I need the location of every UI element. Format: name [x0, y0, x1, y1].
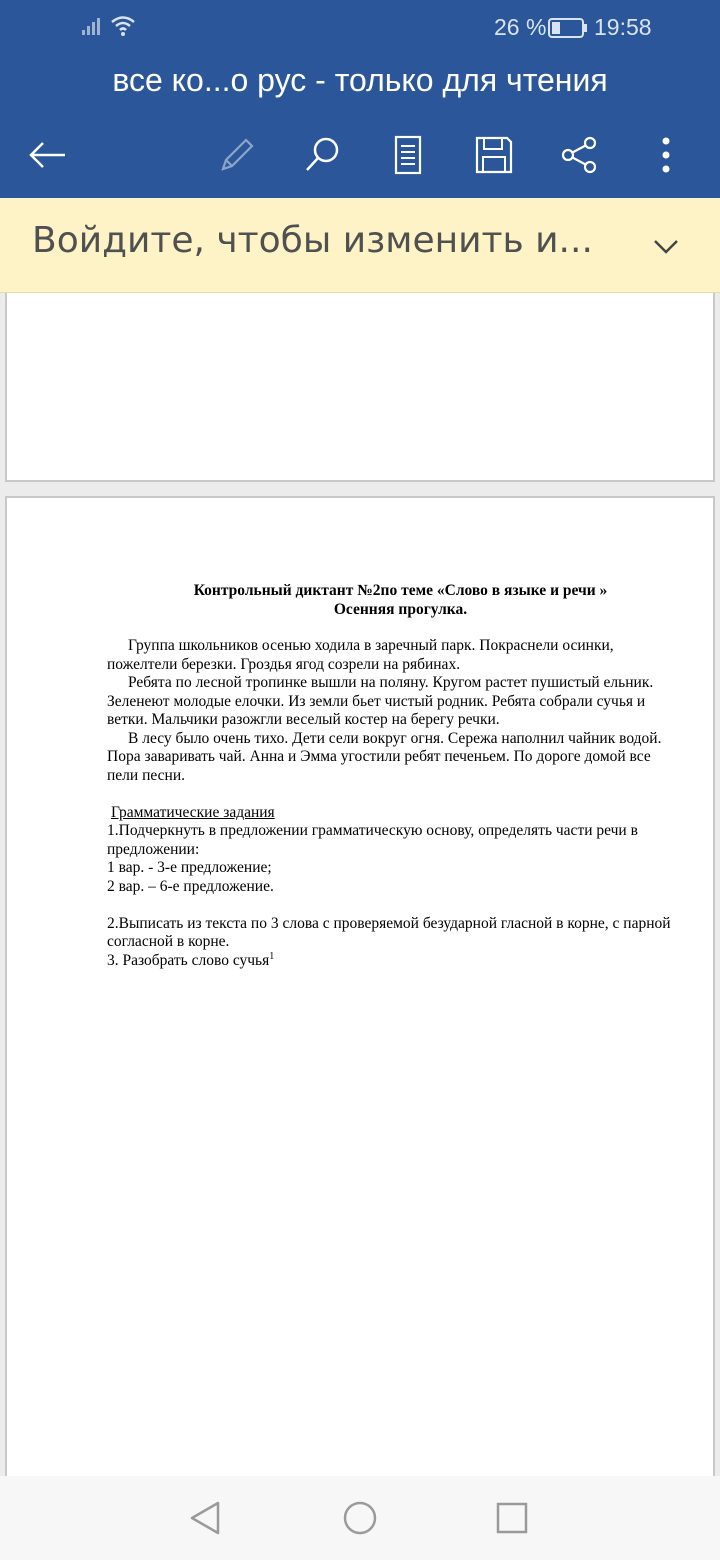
system-nav-bar	[0, 1476, 720, 1560]
document-title: все ко...о рус - только для чтения	[112, 62, 608, 98]
chevron-down-icon[interactable]	[648, 228, 684, 264]
paragraph-2: Ребята по лесной тропинке вышли на поляну. Кругом растет пушистый ельник. Зеленеют молодые елочки. Из земли бьет чистый родник. Ребята собрали сучья и ветки. Мальчики разожгли веселый костер на берегу речки.	[107, 674, 654, 728]
tasks-heading: Грамматические задания	[111, 803, 275, 821]
share-icon	[559, 135, 599, 175]
sign-in-banner-text: Войдите, чтобы изменить и...	[32, 220, 593, 261]
more-options-button[interactable]	[641, 130, 691, 180]
share-button[interactable]	[554, 130, 604, 180]
more-icon	[661, 135, 671, 175]
search-button[interactable]	[297, 130, 347, 180]
title-bar	[0, 56, 720, 112]
recents-square-icon[interactable]	[492, 1498, 532, 1538]
variant-1: 1 вар. - 3-е предложение;	[107, 859, 272, 876]
back-arrow-icon	[27, 140, 67, 170]
dictation-subheading: Осенняя прогулка.	[333, 600, 468, 618]
save-icon	[474, 135, 514, 175]
variant-2: 2 вар. – 6-е предложение.	[107, 877, 274, 895]
task-3	[107, 952, 672, 971]
pencil-icon	[217, 135, 257, 175]
back-triangle-icon[interactable]	[186, 1498, 226, 1538]
toolbar	[0, 112, 720, 198]
reading-view-button[interactable]	[383, 130, 433, 180]
edit-button[interactable]	[212, 130, 262, 180]
task-3-text: 3. Разобрать слово сучья	[107, 951, 270, 969]
battery-percent: 26 %	[494, 14, 547, 40]
status-bar	[0, 0, 720, 56]
back-button[interactable]	[22, 130, 72, 180]
search-icon	[302, 135, 342, 175]
clock: 19:58	[594, 14, 652, 40]
save-button[interactable]	[469, 130, 519, 180]
paragraph-1: Группа школьников осенью ходила в заречный парк. Покраснели осинки, пожелтели березки. Гроздья ягод созрели на рябинах.	[107, 637, 614, 673]
sign-in-banner[interactable]	[0, 198, 720, 293]
paragraph-3: В лесу было очень тихо. Дети сели вокруг огня. Сережа наполнил чайник водой. Пора заваривать чай. Анна и Эмма угостили ребят печеньем. По дороге домой все пели песни.	[107, 729, 662, 784]
signal-icon	[82, 16, 104, 36]
home-circle-icon[interactable]	[340, 1498, 380, 1538]
document-body	[107, 582, 672, 970]
battery-icon	[548, 18, 588, 38]
previous-page	[5, 293, 715, 482]
reading-view-icon	[393, 135, 423, 175]
task-1: 1.Подчеркнуть в предложении грамматическую основу, определять части речи в предложении:	[107, 822, 638, 858]
document-page	[5, 496, 715, 1486]
footnote-mark[interactable]: 1	[269, 950, 275, 962]
task-2: 2.Выписать из текста по 3 слова с проверяемой безударной гласной в корне, с парной согласной в корне.	[107, 914, 671, 950]
dictation-heading: Контрольный диктант №2по теме «Слово в языке и речи »	[193, 582, 608, 599]
wifi-icon	[110, 14, 138, 38]
